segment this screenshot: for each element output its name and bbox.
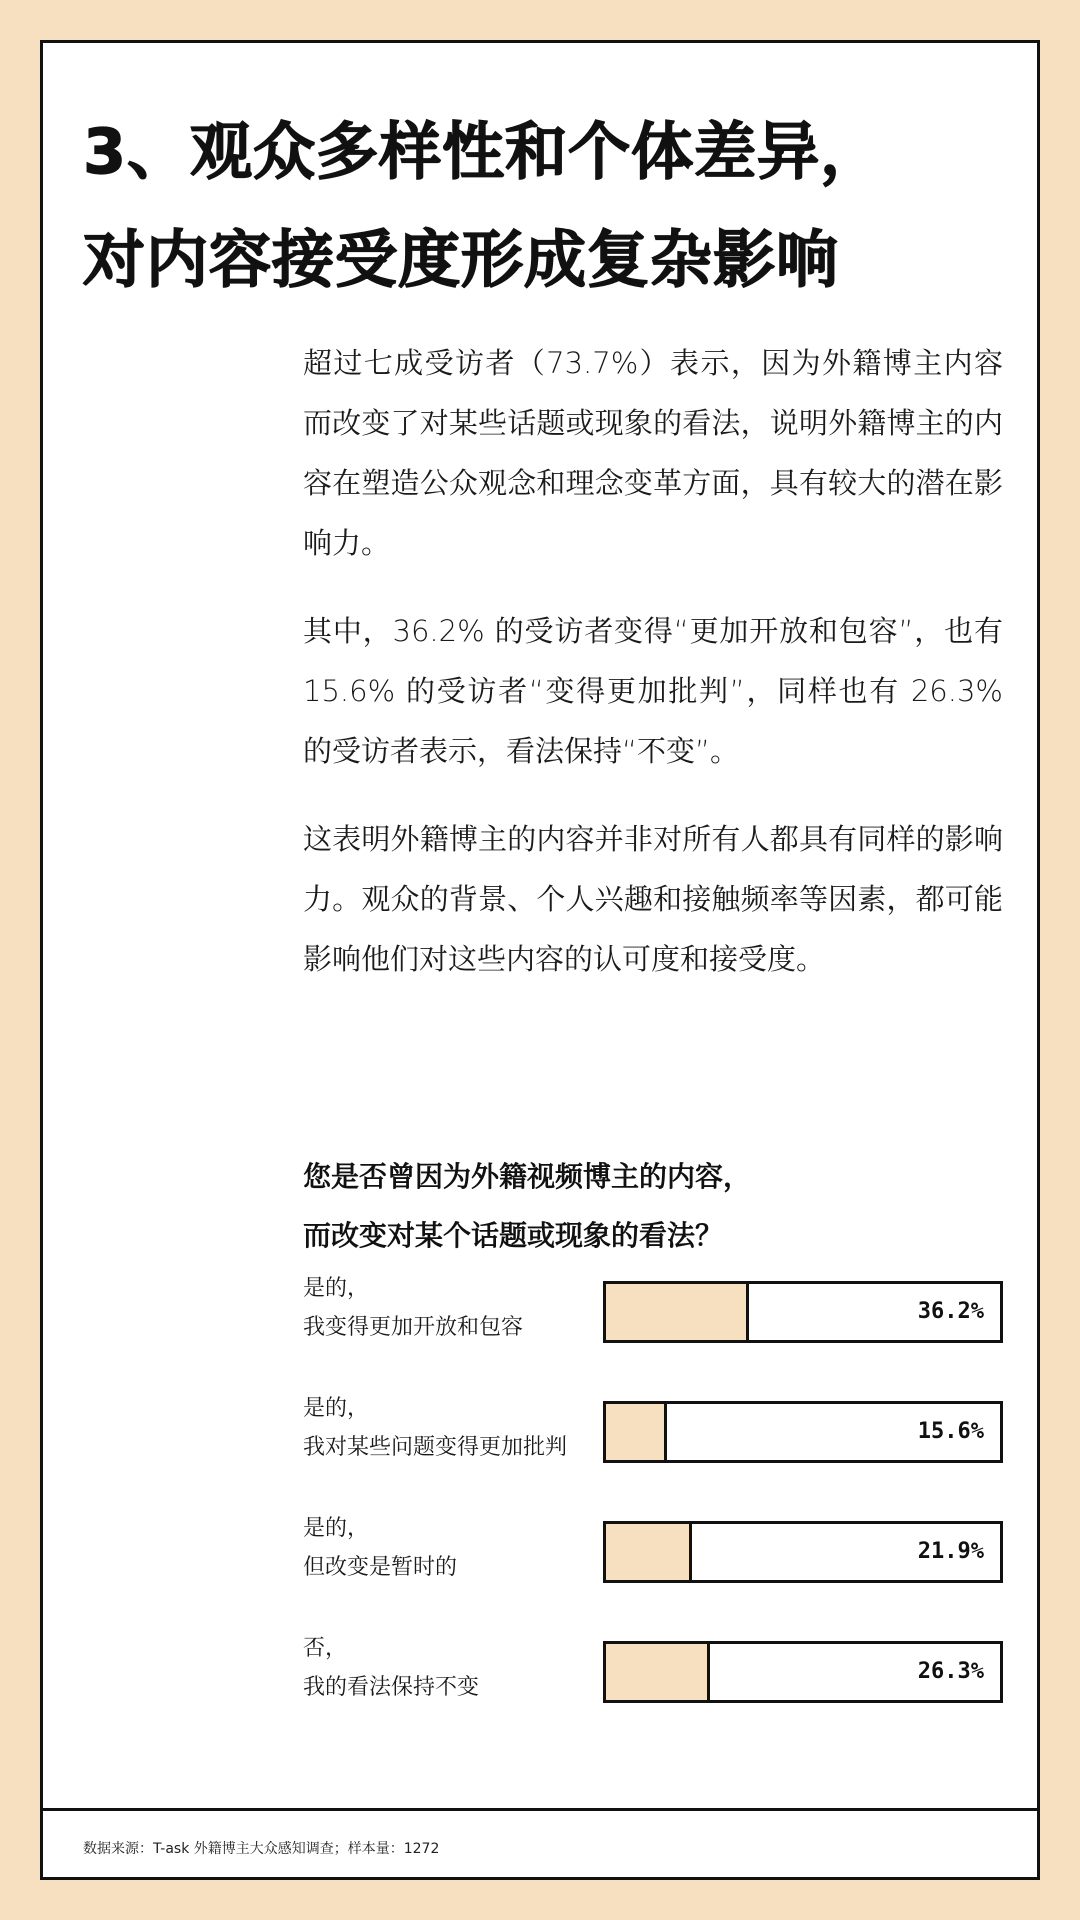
category-label-line: 是的， — [303, 1516, 370, 1541]
content-card — [40, 40, 1040, 1880]
chart-title-line-1: 您是否曾因为外籍视频博主的内容， — [303, 1160, 752, 1193]
bar-track — [603, 1281, 1003, 1343]
title-line-1: 3、观众多样性和个体差异， — [83, 115, 884, 188]
bar-track — [603, 1521, 1003, 1583]
paragraph-1: 超过七成受访者（73.7%）表示，因为外籍博主内容而改变了对某些话题或现象的看法，说明外籍博主的内容在塑造公众观念和理念变革方面，具有较大的潜在影响力。 — [303, 346, 1003, 560]
data-source-note: 数据来源：T-ask 外籍博主大众感知调查；样本量：1272 — [83, 1841, 440, 1857]
bar-value-label: 26.3% — [917, 1659, 984, 1684]
paragraph-3: 这表明外籍博主的内容并非对所有人都具有同样的影响力。观众的背景、个人兴趣和接触频率等因素，都可能影响他们对这些内容的认可度和接受度。 — [303, 822, 1003, 976]
bar-row — [303, 1393, 1003, 1460]
category-label-line: 否， — [303, 1636, 348, 1661]
page-title — [83, 98, 983, 314]
bar-value-label: 36.2% — [917, 1299, 984, 1324]
bar-track — [603, 1641, 1003, 1703]
paragraph-2: 其中，36.2% 的受访者变得“更加开放和包容”，也有 15.6% 的受访者“变得更加批判”，同样也有 26.3% 的受访者表示，看法保持“不变”。 — [303, 614, 1003, 768]
category-label-line: 我对某些问题变得更加批判 — [303, 1435, 568, 1460]
category-label — [303, 1509, 603, 1587]
chart-title — [303, 1147, 1003, 1265]
bar-row — [303, 1513, 1003, 1580]
bar — [606, 1524, 692, 1580]
bar-track — [603, 1401, 1003, 1463]
category-label-line: 但改变是暂时的 — [303, 1555, 458, 1580]
category-label-line: 是的， — [303, 1276, 370, 1301]
category-label — [303, 1269, 603, 1347]
body-text — [303, 333, 1003, 1017]
footer-divider — [43, 1808, 1037, 1811]
chart-title-line-2: 而改变对某个话题或现象的看法？ — [303, 1219, 724, 1252]
bar — [606, 1644, 710, 1700]
bar-row — [303, 1273, 1003, 1340]
category-label — [303, 1629, 603, 1707]
bar-value-label: 15.6% — [917, 1419, 984, 1444]
bar — [606, 1284, 749, 1340]
category-label-line: 我变得更加开放和包容 — [303, 1315, 524, 1340]
category-label-line: 是的， — [303, 1396, 370, 1421]
title-line-2: 对内容接受度形成复杂影响 — [83, 223, 840, 296]
bar — [606, 1404, 667, 1460]
category-label — [303, 1389, 603, 1467]
category-label-line: 我的看法保持不变 — [303, 1675, 480, 1700]
bar-value-label: 21.9% — [917, 1539, 984, 1564]
bar-row — [303, 1633, 1003, 1700]
